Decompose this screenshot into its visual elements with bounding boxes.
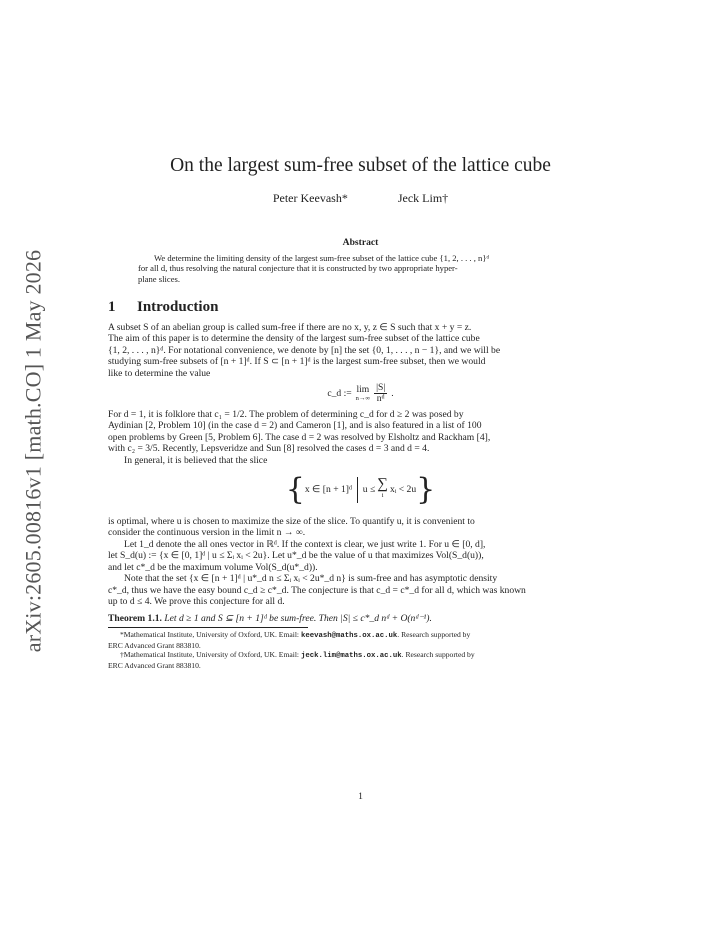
footnote-text: ERC Advanced Grant 883810. bbox=[108, 640, 201, 650]
equation-density-limit bbox=[108, 383, 613, 404]
section-number: 1 bbox=[108, 298, 116, 315]
intro-paragraph-1 bbox=[108, 322, 613, 379]
footnote-text: . Research supported by bbox=[397, 629, 471, 639]
author-list bbox=[108, 193, 613, 204]
text-line: consider the continuous version in the limit n → ∞. bbox=[108, 527, 306, 539]
text-line: {1, 2, . . . , n}ᵈ. For notational convenience, we denote by [n] the set {0, 1, . . . , n − 1}, and we will be bbox=[108, 344, 501, 356]
set-builder-bar bbox=[357, 477, 358, 503]
intro-paragraph-6 bbox=[108, 573, 613, 607]
text-line: is optimal, where u is chosen to maximize the size of the slice. To quantify u, it is convenient to bbox=[108, 516, 475, 528]
author-2: Jeck Lim† bbox=[397, 191, 449, 205]
page-number: 1 bbox=[358, 791, 363, 802]
eq-lim-sub: n→∞ bbox=[355, 394, 371, 402]
text-line: like to determine the value bbox=[108, 367, 211, 379]
intro-paragraph-4 bbox=[108, 516, 613, 539]
eq-tail: . bbox=[391, 387, 394, 399]
sum-symbol: ∑ bbox=[377, 476, 388, 493]
footnote-text: ERC Advanced Grant 883810. bbox=[108, 661, 201, 671]
arxiv-sidebar bbox=[17, 246, 49, 656]
footnote-text: . Research supported by bbox=[401, 650, 475, 660]
text-line: Aydinian [2, Problem 10] (in the case d = 2) and Cameron [1], and is also featured in a list of 100 bbox=[108, 420, 482, 432]
eq-lhs: c_d := bbox=[327, 387, 352, 399]
footnote-text: †Mathematical Institute, University of Oxford, UK. Email: bbox=[120, 650, 301, 660]
arxiv-identifier: arXiv:2605.00816v1 [math.CO] 1 May 2026 bbox=[20, 249, 46, 653]
footnote-1 bbox=[108, 630, 613, 650]
author-1: Peter Keevash* bbox=[272, 191, 348, 205]
left-brace: { bbox=[285, 472, 305, 508]
section-heading bbox=[108, 298, 613, 315]
text-line: For d = 1, it is folklore that c₁ = 1/2. The problem of determining c_d for d ≥ 2 was posed by bbox=[108, 409, 464, 421]
intro-paragraph-2 bbox=[108, 409, 613, 455]
eq2-left: x ∈ [n + 1]ᵈ bbox=[304, 484, 352, 496]
intro-paragraph-5 bbox=[108, 539, 613, 573]
equation-slice bbox=[108, 470, 613, 511]
abstract-line: plane slices. bbox=[138, 274, 180, 284]
footnote-2 bbox=[108, 650, 613, 670]
theorem-statement: Let d ≥ 1 and S ⊆ [n + 1]ᵈ be sum-free. Then |S| ≤ c*_d nᵈ + O(nᵈ⁻¹). bbox=[164, 613, 432, 625]
text-line: c*_d, thus we have the easy bound c_d ≥ c*_d. The conjecture is that c_d = c*_d for all d, which was known bbox=[108, 584, 526, 596]
section-title: Introduction bbox=[137, 298, 219, 315]
footnote-text: *Mathematical Institute, University of Oxford, UK. Email: bbox=[120, 629, 301, 639]
eq-lim: lim bbox=[356, 383, 370, 395]
email-link-keevash[interactable]: keevash@maths.ox.ac.uk bbox=[300, 631, 398, 640]
text-line: Let 1_d denote the all ones vector in ℝᵈ. If the context is clear, we just write 1. For u ∈ [0, d], bbox=[124, 538, 486, 550]
text-line: up to d ≤ 4. We prove this conjecture for all d. bbox=[108, 595, 285, 607]
text-line: with c₂ = 3/5. Recently, Lepsveridze and Sun [8] resolved the cases d = 3 and d = 4. bbox=[108, 443, 430, 455]
eq2-mid: u ≤ bbox=[362, 484, 376, 496]
text-line: and let c*_d be the maximum volume Vol(S_d(u*_d)). bbox=[108, 561, 318, 573]
abstract-line: We determine the limiting density of the largest sum-free subset of the lattice cube {1, 2, . . . , n}ᵈ bbox=[154, 252, 490, 263]
eq-denominator: nᵈ bbox=[376, 393, 385, 405]
footnote-rule bbox=[108, 627, 308, 628]
theorem-label: Theorem 1.1. bbox=[108, 613, 162, 625]
abstract-heading: Abstract bbox=[342, 237, 379, 249]
text-line: Note that the set {x ∈ [n + 1]ᵈ | u*_d n ≤ Σᵢ xᵢ < 2u*_d n} is sum-free and has asymptotic density bbox=[124, 573, 498, 585]
text-line: open problems by Green [5, Problem 6]. The case d = 2 was resolved by Elsholtz and Rackham [4], bbox=[108, 431, 491, 443]
right-brace: } bbox=[416, 472, 436, 508]
abstract-line: for all d, thus resolving the natural conjecture that it is constructed by two appropriate hyper- bbox=[138, 263, 458, 274]
text-line: studying sum-free subsets of [n + 1]ᵈ. If S ⊂ [n + 1]ᵈ is the largest sum-free subset, then we would bbox=[108, 356, 486, 368]
eq-numerator: |S| bbox=[376, 382, 386, 394]
theorem-1-1 bbox=[108, 613, 613, 624]
sum-index: i bbox=[381, 492, 384, 500]
paper-page bbox=[108, 150, 613, 802]
intro-paragraph-3: In general, it is believed that the slice bbox=[124, 454, 268, 466]
text-line: A subset S of an abelian group is called sum-free if there are no x, y, z ∈ S such that x + y = z. bbox=[108, 322, 472, 333]
abstract-text bbox=[138, 253, 583, 285]
paper-title: On the largest sum-free subset of the lattice cube bbox=[170, 155, 551, 176]
eq2-right: xᵢ < 2u bbox=[389, 484, 417, 496]
email-link-lim[interactable]: jeck.lim@maths.ox.ac.uk bbox=[300, 652, 402, 661]
text-line: let S_d(u) := {x ∈ [0, 1]ᵈ | u ≤ Σᵢ xᵢ < 2u}. Let u*_d be the value of u that maximizes Vol(S_d(u)), bbox=[108, 550, 484, 562]
footnotes bbox=[108, 630, 613, 671]
text-line: The aim of this paper is to determine the density of the largest sum-free subset of the lattice cube bbox=[108, 333, 480, 345]
